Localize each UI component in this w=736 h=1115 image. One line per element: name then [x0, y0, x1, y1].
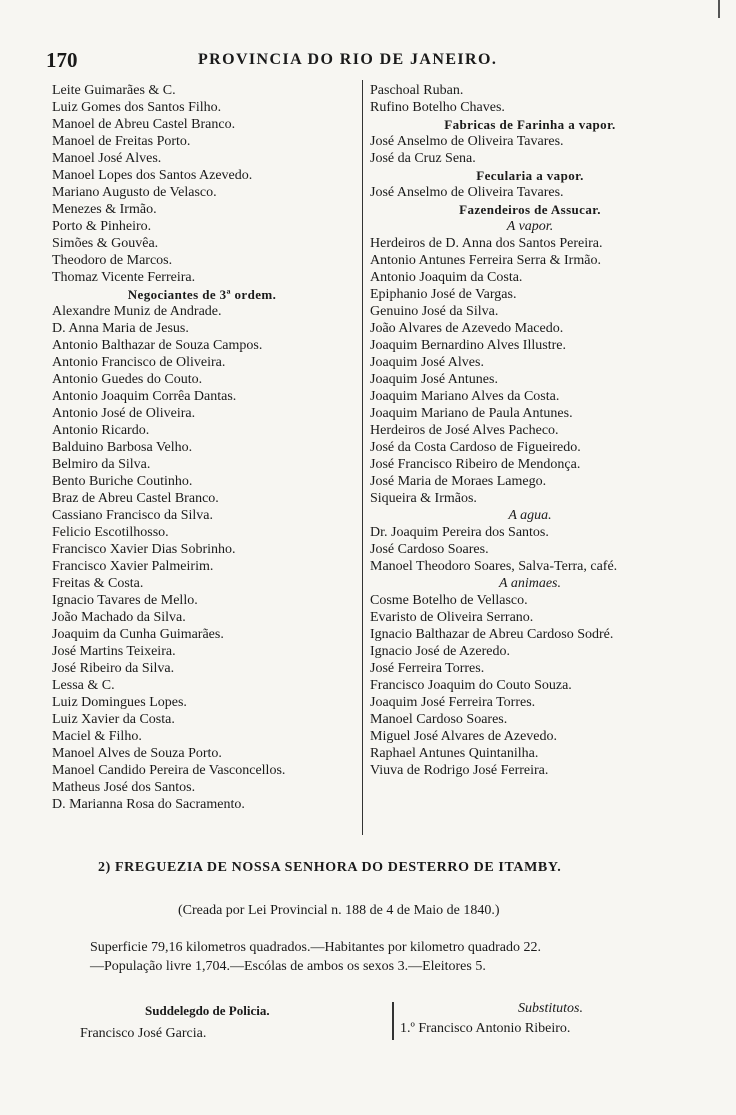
list-item: Braz de Abreu Castel Branco. — [52, 491, 219, 506]
agua-list — [370, 524, 690, 575]
list-item: Siqueira & Irmãos. — [370, 491, 477, 506]
list-item: Antonio Joaquim da Costa. — [370, 270, 523, 285]
list-item: Antonio Balthazar de Souza Campos. — [52, 338, 263, 353]
list-item: Paschoal Ruban. — [370, 83, 464, 98]
list-item: José Ribeiro da Silva. — [52, 661, 175, 676]
list-item: Joaquim Mariano Alves da Costa. — [370, 389, 560, 404]
list-item: Porto & Pinheiro. — [52, 219, 152, 234]
list-item: Felicio Escotilhosso. — [52, 525, 169, 540]
list-item: Lessa & C. — [52, 678, 115, 693]
right-column — [370, 82, 690, 779]
list-item: Joaquim José Alves. — [370, 355, 484, 370]
vapor-list — [370, 235, 690, 507]
section-heading-negociantes: Negociantes de 3ª ordem. — [127, 287, 277, 302]
list-item: Antonio Joaquim Corrêa Dantas. — [52, 389, 237, 404]
list-item: Antonio Guedes do Couto. — [52, 372, 203, 387]
list-item: Joaquim José Ferreira Torres. — [370, 695, 536, 710]
list-item: Menezes & Irmão. — [52, 202, 157, 217]
list-item: Matheus José dos Santos. — [52, 780, 196, 795]
list-item: Antonio Antunes Ferreira Serra & Irmão. — [370, 253, 601, 268]
list-item: Dr. Joaquim Pereira dos Santos. — [370, 525, 549, 540]
subheading-agua: A agua. — [508, 508, 552, 523]
stats-line-2: —População livre 1,704.—Escólas de ambos os sexos 3.—Eleitores 5. — [90, 959, 486, 974]
list-item: Antonio Francisco de Oliveira. — [52, 355, 226, 370]
section-heading-fecularia: Fecularia a vapor. — [476, 168, 584, 183]
list-item: Luiz Xavier da Costa. — [52, 712, 175, 727]
list-item: Leite Guimarães & C. — [52, 83, 176, 98]
list-item: Simões & Gouvêa. — [52, 236, 159, 251]
list-item: Thomaz Vicente Ferreira. — [52, 270, 196, 285]
list-item: Maciel & Filho. — [52, 729, 142, 744]
substituto-entry: 1.º Francisco Antonio Ribeiro. — [400, 1021, 571, 1036]
right-top-list — [370, 82, 690, 116]
list-item: D. Marianna Rosa do Sacramento. — [52, 797, 245, 812]
page-header — [46, 48, 566, 72]
subdelegado-name: Francisco José Garcia. — [80, 1026, 207, 1041]
list-item: Mariano Augusto de Velasco. — [52, 185, 217, 200]
list-item: Luiz Gomes dos Santos Filho. — [52, 100, 222, 115]
list-item: Balduino Barbosa Velho. — [52, 440, 193, 455]
list-item: José Ferreira Torres. — [370, 661, 485, 676]
list-item: Belmiro da Silva. — [52, 457, 151, 472]
fabricas-list — [370, 133, 690, 167]
list-item: Freitas & Costa. — [52, 576, 144, 591]
page-title: PROVINCIA DO RIO DE JANEIRO. — [198, 51, 498, 68]
subheading-animaes: A animaes. — [499, 576, 561, 591]
section-heading-fabricas: Fabricas de Farinha a vapor. — [444, 117, 616, 132]
list-item: Viuva de Rodrigo José Ferreira. — [370, 763, 549, 778]
freguezia-title: 2) FREGUEZIA DE NOSSA SENHORA DO DESTERRO DE ITAMBY. — [98, 860, 562, 875]
list-item: Francisco Joaquim do Couto Souza. — [370, 678, 572, 693]
list-item: João Alvares de Azevedo Macedo. — [370, 321, 564, 336]
list-item: José Maria de Moraes Lamego. — [370, 474, 547, 489]
list-item: José da Cruz Sena. — [370, 151, 476, 166]
list-item: Cassiano Francisco da Silva. — [52, 508, 213, 523]
page-number: 170 — [46, 48, 78, 72]
list-item: D. Anna Maria de Jesus. — [52, 321, 189, 336]
list-item: Joaquim Mariano de Paula Antunes. — [370, 406, 573, 421]
list-item: Joaquim Bernardino Alves Illustre. — [370, 338, 566, 353]
list-item: Manoel Lopes dos Santos Azevedo. — [52, 168, 253, 183]
list-item: Manoel Cardoso Soares. — [370, 712, 508, 727]
list-item: Joaquim José Antunes. — [370, 372, 498, 387]
list-item: Ignacio Tavares de Mello. — [52, 593, 198, 608]
list-item: José Francisco Ribeiro de Mendonça. — [370, 457, 581, 472]
brace-divider — [392, 1002, 394, 1040]
list-item: Manoel José Alves. — [52, 151, 162, 166]
list-item: João Machado da Silva. — [52, 610, 186, 625]
list-item: Herdeiros de José Alves Pacheco. — [370, 423, 559, 438]
substitutos-heading: Substitutos. — [518, 1001, 583, 1016]
list-item: José Anselmo de Oliveira Tavares. — [370, 134, 564, 149]
list-item: Francisco Xavier Dias Sobrinho. — [52, 542, 236, 557]
list-item: Genuino José da Silva. — [370, 304, 499, 319]
list-item: Manoel Theodoro Soares, Salva-Terra, café. — [370, 559, 618, 574]
subdelegado-heading: Suddelegdo de Policia. — [145, 1003, 270, 1018]
list-item: Miguel José Alvares de Azevedo. — [370, 729, 558, 744]
list-item: Manoel Candido Pereira de Vasconcellos. — [52, 763, 286, 778]
list-item: José Cardoso Soares. — [370, 542, 489, 557]
stats-line-1: Superficie 79,16 kilometros quadrados.—Habitantes por kilometro quadrado 22. — [90, 940, 542, 955]
page-edge-mark — [718, 0, 720, 18]
list-item: Luiz Domingues Lopes. — [52, 695, 187, 710]
list-item: Ignacio Balthazar de Abreu Cardoso Sodré. — [370, 627, 614, 642]
list-item: José da Costa Cardoso de Figueiredo. — [370, 440, 581, 455]
left-column — [52, 82, 352, 813]
list-item: Rufino Botelho Chaves. — [370, 100, 505, 115]
list-item: Ignacio José de Azeredo. — [370, 644, 510, 659]
list-item: Joaquim da Cunha Guimarães. — [52, 627, 224, 642]
list-item: Antonio Ricardo. — [52, 423, 150, 438]
negociantes-list — [52, 303, 352, 813]
list-item: Bento Buriche Coutinho. — [52, 474, 193, 489]
subheading-vapor: A vapor. — [506, 219, 554, 234]
list-item: Manoel de Freitas Porto. — [52, 134, 191, 149]
list-item: Theodoro de Marcos. — [52, 253, 173, 268]
list-item: Evaristo de Oliveira Serrano. — [370, 610, 534, 625]
list-item: Raphael Antunes Quintanilha. — [370, 746, 539, 761]
list-item: Antonio José de Oliveira. — [52, 406, 196, 421]
list-item: José Anselmo de Oliveira Tavares. — [370, 185, 564, 200]
column-divider — [362, 80, 363, 835]
list-item: José Martins Teixeira. — [52, 644, 176, 659]
list-item: Francisco Xavier Palmeirim. — [52, 559, 214, 574]
section-heading-fazendeiros: Fazendeiros de Assucar. — [459, 202, 601, 217]
animaes-list — [370, 592, 690, 779]
list-item: Alexandre Muniz de Andrade. — [52, 304, 222, 319]
list-item: Epiphanio José de Vargas. — [370, 287, 517, 302]
left-top-list — [52, 82, 352, 286]
list-item: Manoel Alves de Souza Porto. — [52, 746, 222, 761]
list-item: Herdeiros de D. Anna dos Santos Pereira. — [370, 236, 603, 251]
freguezia-stats — [90, 938, 710, 976]
list-item: Manoel de Abreu Castel Branco. — [52, 117, 236, 132]
fecularia-list — [370, 184, 690, 201]
list-item: Cosme Botelho de Vellasco. — [370, 593, 528, 608]
freguezia-creation-note: (Creada por Lei Provincial n. 188 de 4 de Maio de 1840.) — [178, 903, 500, 918]
